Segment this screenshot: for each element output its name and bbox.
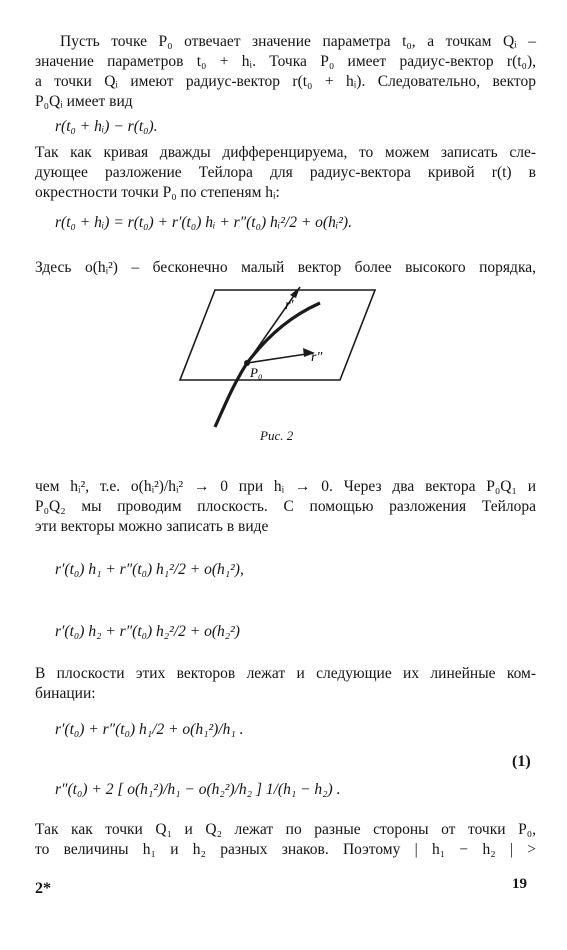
vector-r-double-prime [247, 353, 313, 363]
signature-mark: 2* [35, 880, 51, 897]
curve-path [215, 303, 323, 427]
text-line: чем hᵢ², т.е. o(hᵢ²)/hᵢ² → 0 при hᵢ → 0. Через два вектора P₀Q₁ и [35, 478, 536, 495]
formula-c: r′(t₀) + r″(t₀) h₁/2 + o(h₁²)/h₁ . [55, 721, 244, 738]
text-line: то величины h₁ и h₂ разных знаков. Поэтому | h₁ − h₂ | > [35, 841, 536, 858]
figure-plane-vectors [175, 285, 380, 450]
text-line: бинации: [35, 685, 96, 702]
formula-taylor: r(t₀ + hᵢ) = r(t₀) + r′(t₀) hᵢ + r″(t₀) hᵢ²/2 + o(hᵢ²). [55, 214, 352, 231]
text-line: эти векторы можно записать в виде [35, 518, 269, 535]
text-line: значение параметров t₀ + hᵢ. Точка P₀ имеет радиус-вектор r(t₀), [35, 53, 536, 70]
text-line: Так как точки Q₁ и Q₂ лежат по разные стороны от точки P₀, [35, 821, 536, 838]
label-p0: P₀ [250, 365, 263, 380]
page-number: 19 [512, 876, 527, 892]
formula-d: r″(t₀) + 2 [ o(h₁²)/h₁ − o(h₂²)/h₂ ] 1/(h₁ − h₂) . [55, 781, 341, 798]
text-line: P₀Q₂ мы проводим плоскость. С помощью разложения Тейлора [35, 498, 536, 515]
figure-caption: Рис. 2 [260, 428, 294, 443]
label-r-prime: r′ [285, 298, 294, 313]
text-line: а точки Qᵢ имеют радиус-вектор r(t₀ + hᵢ). Следовательно, вектор [35, 73, 536, 90]
formula-b: r′(t₀) h₂ + r″(t₀) h₂²/2 + o(h₂²) [55, 623, 240, 640]
text-line: дующее разложение Тейлора для радиус-вектора кривой r(t) в [35, 164, 536, 181]
text-line: Так как кривая дважды дифференцируема, то можем записать сле- [35, 144, 536, 161]
text-line: окрестности точки P₀ по степеням hᵢ: [35, 184, 280, 201]
text-line: Здесь o(hᵢ²) – бесконечно малый вектор более высокого порядка, [35, 259, 536, 276]
label-r-double-prime: r″ [311, 350, 323, 365]
text-line: P₀Qᵢ имеет вид [35, 93, 133, 110]
plane-outline [180, 290, 375, 380]
text-line: В плоскости этих векторов лежат и следующие их линейные ком- [35, 665, 536, 682]
equation-number: (1) [512, 753, 531, 770]
formula-difference: r(t₀ + hᵢ) − r(t₀). [55, 118, 158, 135]
text-line: Пусть точке P₀ отвечает значение параметра t₀, а точкам Qᵢ – [60, 33, 536, 50]
formula-a: r′(t₀) h₁ + r″(t₀) h₁²/2 + o(h₁²), [55, 561, 244, 578]
arrowhead-r-prime [290, 287, 300, 298]
